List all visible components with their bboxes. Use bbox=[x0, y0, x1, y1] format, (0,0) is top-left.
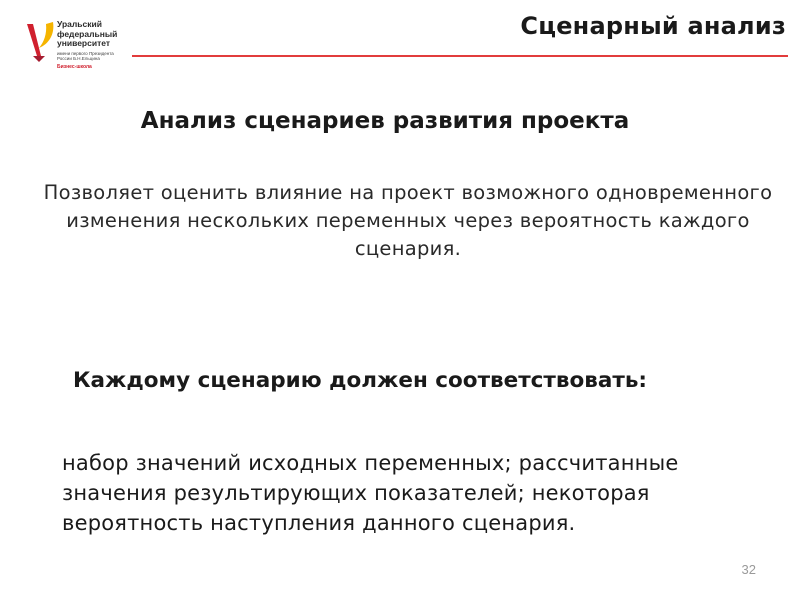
intro-paragraph: Позволяет оценить влияние на проект возможного одновременного изменения нескольких переменных через вероятность каждого сценария. bbox=[43, 181, 773, 260]
university-logo bbox=[24, 16, 144, 76]
logo-school-name: Бизнес-школа bbox=[57, 63, 92, 70]
logo-subtitle: имени первого Президента России Б.Н.Ельцина bbox=[57, 50, 114, 61]
title-divider bbox=[132, 55, 788, 57]
slide-title: Сценарный анализ bbox=[520, 12, 786, 40]
page-number: 32 bbox=[741, 562, 756, 577]
subheading: Каждому сценарию должен соответствовать: bbox=[72, 368, 648, 393]
logo-university-name: Уральский федеральный университет bbox=[57, 19, 118, 48]
body-paragraph: набор значений исходных переменных; рассчитанные значения результирующих показателей; некоторая вероятность наступления данного сценария. bbox=[62, 451, 679, 535]
section-heading: Анализ сценариев развития проекта bbox=[140, 108, 630, 134]
urfu-emblem-icon bbox=[24, 20, 56, 64]
